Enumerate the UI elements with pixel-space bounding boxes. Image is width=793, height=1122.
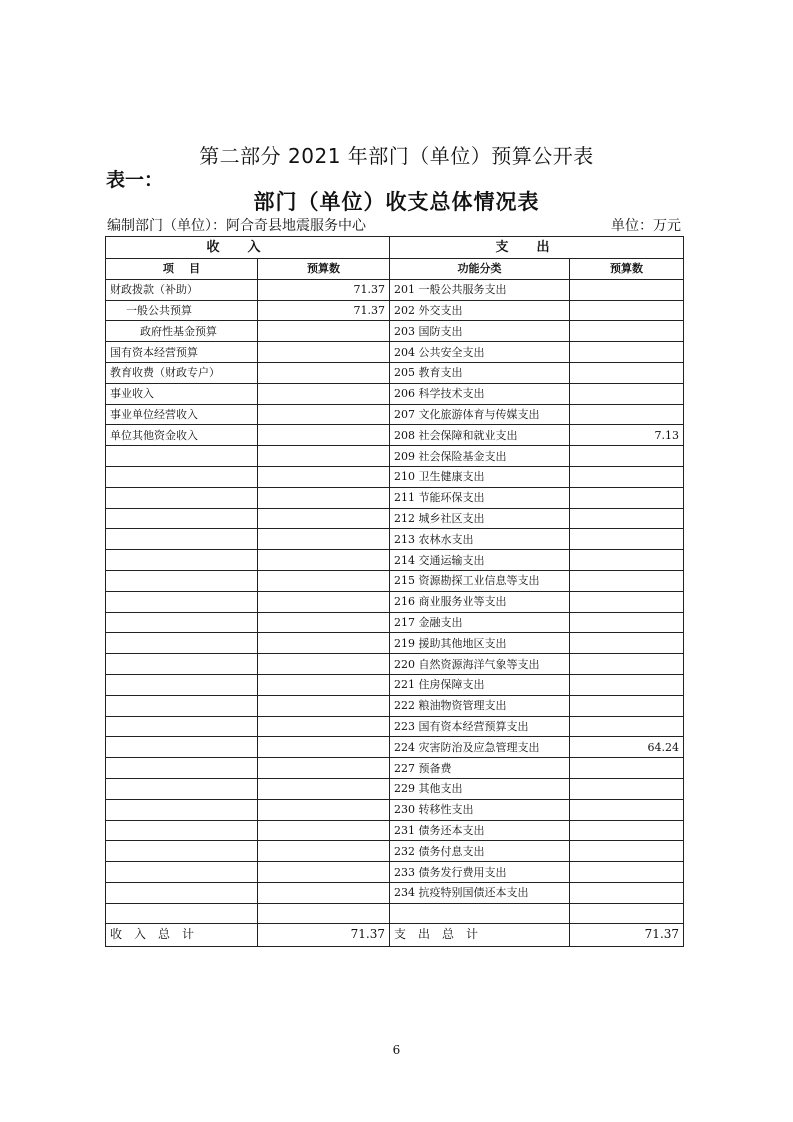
table-label: 表一： bbox=[106, 169, 164, 191]
expenditure-item-cell: 227 预备费 bbox=[390, 758, 570, 779]
expenditure-value-cell bbox=[570, 716, 684, 737]
expenditure-item-cell: 212 城乡社区支出 bbox=[390, 508, 570, 529]
expenditure-item-cell: 202 外交支出 bbox=[390, 300, 570, 321]
income-value-cell: 71.37 bbox=[258, 279, 390, 300]
income-value-cell bbox=[258, 425, 390, 446]
expenditure-value-cell bbox=[570, 612, 684, 633]
expenditure-value-cell bbox=[570, 862, 684, 883]
page-number: 6 bbox=[392, 1043, 401, 1057]
expenditure-value-cell bbox=[570, 446, 684, 467]
income-item-cell bbox=[106, 695, 258, 716]
income-item-cell bbox=[106, 612, 258, 633]
income-value-cell bbox=[258, 321, 390, 342]
income-item-cell bbox=[106, 841, 258, 862]
expenditure-item-cell: 224 灾害防治及应急管理支出 bbox=[390, 737, 570, 758]
income-value-cell bbox=[258, 674, 390, 695]
income-item-cell bbox=[106, 570, 258, 591]
table-row bbox=[106, 862, 684, 883]
budget-table bbox=[105, 236, 684, 947]
expenditure-item-cell: 214 交通运输支出 bbox=[390, 550, 570, 571]
income-value-cell bbox=[258, 550, 390, 571]
expenditure-item-cell: 211 节能环保支出 bbox=[390, 487, 570, 508]
expenditure-value-cell bbox=[570, 508, 684, 529]
blank-cell bbox=[570, 903, 684, 923]
table-row bbox=[106, 550, 684, 571]
income-value-cell bbox=[258, 508, 390, 529]
income-item-cell bbox=[106, 737, 258, 758]
expenditure-value-cell bbox=[570, 758, 684, 779]
table-row bbox=[106, 654, 684, 675]
income-value-cell bbox=[258, 466, 390, 487]
totals-row bbox=[106, 923, 684, 946]
income-total-value: 71.37 bbox=[258, 923, 390, 946]
expenditure-item-cell: 203 国防支出 bbox=[390, 321, 570, 342]
expenditure-item-cell: 201 一般公共服务支出 bbox=[390, 279, 570, 300]
expenditure-item-cell: 206 科学技术支出 bbox=[390, 383, 570, 404]
table-row bbox=[106, 841, 684, 862]
income-item-cell bbox=[106, 674, 258, 695]
expenditure-value-cell bbox=[570, 383, 684, 404]
expenditure-item-cell: 220 自然资源海洋气象等支出 bbox=[390, 654, 570, 675]
expenditure-item-cell: 221 住房保障支出 bbox=[390, 674, 570, 695]
expenditure-value-cell bbox=[570, 362, 684, 383]
table-row bbox=[106, 882, 684, 903]
part-title: 第二部分 2021 年部门（单位）预算公开表 bbox=[199, 144, 594, 168]
income-item-cell bbox=[106, 758, 258, 779]
income-item-cell bbox=[106, 591, 258, 612]
expenditure-item-cell: 231 债务还本支出 bbox=[390, 820, 570, 841]
table-row bbox=[106, 674, 684, 695]
blank-cell bbox=[390, 903, 570, 923]
income-value-cell: 71.37 bbox=[258, 300, 390, 321]
income-item-cell bbox=[106, 508, 258, 529]
expenditure-item-cell: 204 公共安全支出 bbox=[390, 342, 570, 363]
income-value-cell bbox=[258, 446, 390, 467]
expenditure-total-value: 71.37 bbox=[570, 923, 684, 946]
expenditure-item-cell: 229 其他支出 bbox=[390, 778, 570, 799]
table-title: 部门（单位）收支总体情况表 bbox=[253, 190, 540, 214]
expenditure-value-cell bbox=[570, 799, 684, 820]
expenditure-item-cell: 209 社会保险基金支出 bbox=[390, 446, 570, 467]
expenditure-value-cell bbox=[570, 550, 684, 571]
expenditure-item-cell: 234 抗疫特别国债还本支出 bbox=[390, 882, 570, 903]
income-header: 收入 bbox=[106, 237, 390, 259]
income-item-cell: 一般公共预算 bbox=[106, 300, 258, 321]
income-item-cell: 财政拨款（补助） bbox=[106, 279, 258, 300]
table-row bbox=[106, 279, 684, 300]
expenditure-item-cell: 216 商业服务业等支出 bbox=[390, 591, 570, 612]
expenditure-value-cell bbox=[570, 300, 684, 321]
income-item-cell bbox=[106, 862, 258, 883]
item-header: 项 目 bbox=[106, 259, 258, 280]
income-item-cell: 单位其他资金收入 bbox=[106, 425, 258, 446]
expenditure-value-cell bbox=[570, 466, 684, 487]
expenditure-value-cell bbox=[570, 882, 684, 903]
table-row bbox=[106, 362, 684, 383]
expenditure-item-cell: 230 转移性支出 bbox=[390, 799, 570, 820]
income-item-cell bbox=[106, 550, 258, 571]
income-value-cell bbox=[258, 778, 390, 799]
expenditure-value-cell: 64.24 bbox=[570, 737, 684, 758]
header-row-sub bbox=[106, 259, 684, 280]
blank-cell bbox=[258, 903, 390, 923]
expenditure-value-cell bbox=[570, 674, 684, 695]
table-row bbox=[106, 758, 684, 779]
table-row bbox=[106, 342, 684, 363]
income-item-cell: 教育收费（财政专户） bbox=[106, 362, 258, 383]
expenditure-value-cell bbox=[570, 570, 684, 591]
expenditure-item-cell: 210 卫生健康支出 bbox=[390, 466, 570, 487]
expenditure-item-cell: 233 债务发行费用支出 bbox=[390, 862, 570, 883]
blank-row bbox=[106, 903, 684, 923]
income-value-cell bbox=[258, 342, 390, 363]
expenditure-item-cell: 205 教育支出 bbox=[390, 362, 570, 383]
func-class-header: 功能分类 bbox=[390, 259, 570, 280]
income-value-cell bbox=[258, 841, 390, 862]
expenditure-header: 支出 bbox=[390, 237, 684, 259]
table-row bbox=[106, 487, 684, 508]
table-row bbox=[106, 425, 684, 446]
income-value-cell bbox=[258, 362, 390, 383]
income-value-cell bbox=[258, 695, 390, 716]
income-item-cell bbox=[106, 633, 258, 654]
income-item-cell bbox=[106, 446, 258, 467]
income-item-cell bbox=[106, 716, 258, 737]
income-value-cell bbox=[258, 882, 390, 903]
income-value-cell bbox=[258, 591, 390, 612]
income-item-cell bbox=[106, 820, 258, 841]
table-row bbox=[106, 716, 684, 737]
expenditure-value-cell bbox=[570, 778, 684, 799]
income-item-cell bbox=[106, 487, 258, 508]
income-item-cell: 事业收入 bbox=[106, 383, 258, 404]
table-row bbox=[106, 820, 684, 841]
expenditure-item-cell: 219 援助其他地区支出 bbox=[390, 633, 570, 654]
income-item-cell: 政府性基金预算 bbox=[106, 321, 258, 342]
expenditure-item-cell: 223 国有资本经营预算支出 bbox=[390, 716, 570, 737]
table-row bbox=[106, 321, 684, 342]
income-value-cell bbox=[258, 383, 390, 404]
income-item-cell bbox=[106, 466, 258, 487]
table-row bbox=[106, 383, 684, 404]
income-item-cell bbox=[106, 882, 258, 903]
blank-cell bbox=[106, 903, 258, 923]
table-row bbox=[106, 508, 684, 529]
expenditure-total-label: 支出总计 bbox=[390, 923, 570, 946]
income-value-cell bbox=[258, 716, 390, 737]
expenditure-item-cell: 217 金融支出 bbox=[390, 612, 570, 633]
expenditure-item-cell: 215 资源勘探工业信息等支出 bbox=[390, 570, 570, 591]
expenditure-value-cell bbox=[570, 633, 684, 654]
expenditure-budget-header: 预算数 bbox=[570, 259, 684, 280]
table-row bbox=[106, 799, 684, 820]
expenditure-value-cell bbox=[570, 591, 684, 612]
expenditure-value-cell bbox=[570, 841, 684, 862]
table-row bbox=[106, 612, 684, 633]
table-row bbox=[106, 591, 684, 612]
table-row bbox=[106, 633, 684, 654]
income-item-cell bbox=[106, 654, 258, 675]
table-row bbox=[106, 570, 684, 591]
income-item-cell bbox=[106, 529, 258, 550]
income-item-cell bbox=[106, 799, 258, 820]
expenditure-value-cell bbox=[570, 820, 684, 841]
table-row bbox=[106, 300, 684, 321]
expenditure-value-cell bbox=[570, 695, 684, 716]
expenditure-value-cell bbox=[570, 487, 684, 508]
expenditure-value-cell: 7.13 bbox=[570, 425, 684, 446]
income-value-cell bbox=[258, 737, 390, 758]
expenditure-value-cell bbox=[570, 404, 684, 425]
income-item-cell bbox=[106, 778, 258, 799]
expenditure-value-cell bbox=[570, 321, 684, 342]
income-value-cell bbox=[258, 820, 390, 841]
income-item-cell: 国有资本经营预算 bbox=[106, 342, 258, 363]
unit-label: 单位：万元 bbox=[611, 218, 681, 234]
income-value-cell bbox=[258, 404, 390, 425]
expenditure-item-cell: 232 债务付息支出 bbox=[390, 841, 570, 862]
income-value-cell bbox=[258, 758, 390, 779]
income-budget-header: 预算数 bbox=[258, 259, 390, 280]
income-value-cell bbox=[258, 799, 390, 820]
table-row bbox=[106, 778, 684, 799]
table-row bbox=[106, 529, 684, 550]
income-value-cell bbox=[258, 487, 390, 508]
income-item-cell: 事业单位经营收入 bbox=[106, 404, 258, 425]
compiling-department: 编制部门（单位）：阿合奇县地震服务中心 bbox=[107, 218, 366, 234]
expenditure-item-cell: 222 粮油物资管理支出 bbox=[390, 695, 570, 716]
table-row bbox=[106, 737, 684, 758]
income-value-cell bbox=[258, 633, 390, 654]
table-row bbox=[106, 695, 684, 716]
income-value-cell bbox=[258, 862, 390, 883]
income-total-label: 收入总计 bbox=[106, 923, 258, 946]
income-value-cell bbox=[258, 612, 390, 633]
header-row-main bbox=[106, 237, 684, 259]
expenditure-value-cell bbox=[570, 654, 684, 675]
table-row bbox=[106, 404, 684, 425]
income-value-cell bbox=[258, 529, 390, 550]
expenditure-item-cell: 208 社会保障和就业支出 bbox=[390, 425, 570, 446]
table-row bbox=[106, 466, 684, 487]
expenditure-value-cell bbox=[570, 529, 684, 550]
income-value-cell bbox=[258, 654, 390, 675]
expenditure-value-cell bbox=[570, 279, 684, 300]
expenditure-item-cell: 213 农林水支出 bbox=[390, 529, 570, 550]
table-row bbox=[106, 446, 684, 467]
expenditure-item-cell: 207 文化旅游体育与传媒支出 bbox=[390, 404, 570, 425]
income-value-cell bbox=[258, 570, 390, 591]
expenditure-value-cell bbox=[570, 342, 684, 363]
